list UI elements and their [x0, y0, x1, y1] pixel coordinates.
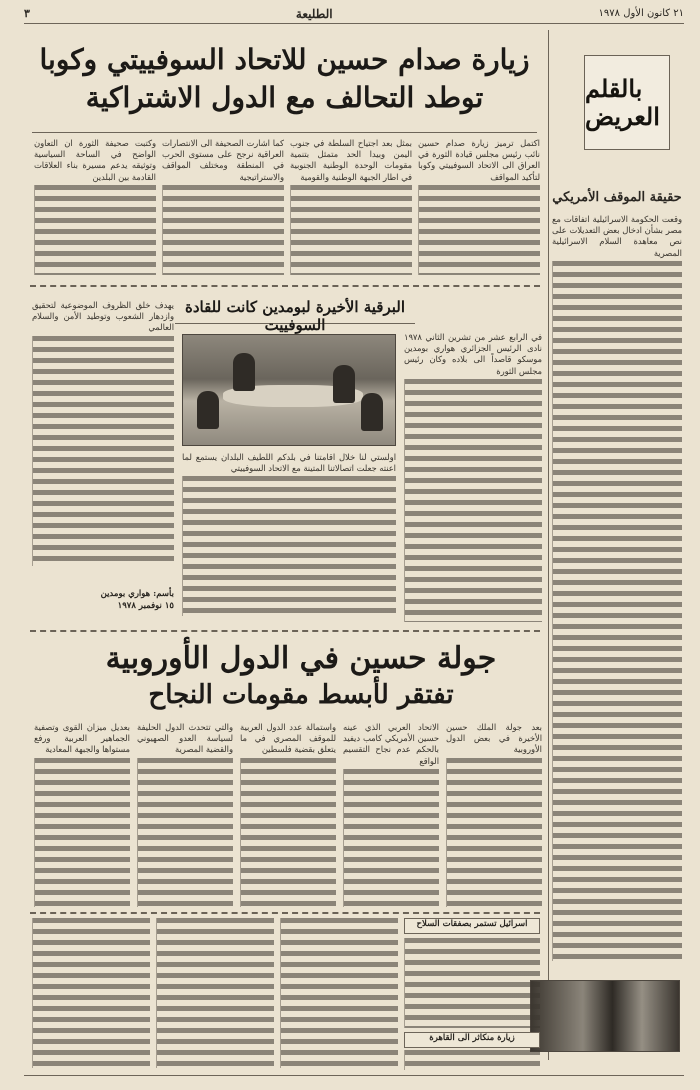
- main-story-column: وكتبت صحيفة الثورة ان التعاون الواضح في الساحة السياسية وتوثيقه يدعم مسيرة بناء العلاقات القادمة بين البلدين: [34, 138, 156, 280]
- opinion-column-logo: [584, 55, 670, 150]
- third-headline: [36, 640, 566, 714]
- text-lines: [137, 758, 233, 907]
- bottom-box-title: اسرائيل تستمر بصفقات السلاح: [404, 918, 540, 934]
- text-lines: [280, 918, 398, 1068]
- text-lines: [404, 1050, 540, 1070]
- photo-figure: [197, 391, 219, 429]
- section-divider: [30, 285, 540, 287]
- opinion-title: حقيقة الموقف الأمريكي: [552, 190, 682, 205]
- column-label: بالقلم العريض: [585, 73, 660, 131]
- third-headline-line2: تفتقر لأبسط مقومات النجاح: [148, 680, 454, 710]
- third-headline-line1: جولة حسين في الدول الأوروبية: [105, 641, 497, 676]
- photo-leaders: [530, 980, 680, 1052]
- text-lines: [32, 918, 150, 1068]
- text-lines: [418, 185, 540, 275]
- third-story-column: الاتحاد العربي الذي عينه حسين الأمريكي كامب ديفيد بالحكم عدم نجاح التقسيم الواقع: [343, 722, 439, 907]
- headline-rule: [32, 132, 537, 133]
- main-headline: [32, 42, 537, 126]
- page-bottom-rule: [24, 1075, 684, 1076]
- main-story-column: بمثل بعد اجتياح السلطة في جنوب اليمن وبيدا الحد متمثل بتنمية مقومات الوحدة الوطنية الجنوبية في اطار الجبهة الوطنية والقومية: [290, 138, 412, 280]
- page-number: ٣: [24, 7, 30, 20]
- photo-figure: [333, 365, 355, 403]
- second-story-column: في الرابع عشر من تشرين الثاني ١٩٧٨ نادى الرئيس الجزائري هواري بومدين موسكو قاصداً الى بلاده وكان رئيس مجلس الثورة: [404, 332, 542, 622]
- paper-name: الطليعة: [295, 6, 333, 21]
- text-lines: [156, 918, 274, 1068]
- photo-meeting: [182, 334, 396, 446]
- text-lines: [34, 758, 130, 907]
- text-lines: [290, 185, 412, 275]
- main-story-column: اكتمل ترميز زيارة صدام حسين نائب رئيس مجلس قيادة الثورة في العراق الى الاتحاد السوفييتي وكوبا لتأكيد المواقف: [418, 138, 540, 280]
- text-lines: [162, 185, 284, 275]
- opinion-body: وقعت الحكومة الاسرائيلية اتفاقات مع مصر بشأن ادخال بعض التعديلات على نص معاهدة السلام الاسرائيلية المصرية: [552, 214, 682, 974]
- third-story-column: والتي تتحدث الدول الحليفة لسياسة العدو الصهيوني والقضية المصرية: [137, 722, 233, 907]
- text-lines: [343, 769, 439, 907]
- second-headline: البرقية الأخيرة لبومدين كانت للقادة السوفييت: [175, 298, 415, 324]
- second-story-column: يهدف خلق الظروف الموضوعية لتحقيق وازدهار الشعوب وتوطيد الأمن والسلام العالمي: [32, 300, 174, 570]
- text-lines: [182, 476, 396, 616]
- text-lines: [404, 938, 540, 1028]
- third-story-columns: [32, 722, 542, 907]
- signature-block: [32, 588, 174, 618]
- text-lines: [552, 261, 682, 961]
- text-lines: [34, 185, 156, 275]
- main-headline-line1: زيارة صدام حسين للاتحاد السوفييتي وكوبا: [39, 43, 530, 76]
- third-story-column: بعد جولة الملك حسين الأخيرة في بعض الدول الأوروبية: [446, 722, 542, 907]
- bottom-box-title: زيارة منكاثر الى القاهرة: [404, 1032, 540, 1048]
- second-story-column: اولستي لنا خلال اقامتنا في بلدكم اللطيف البلدان يستمع لما اعنته جعلت اتصالاتنا المتينة مع الاتحاد السوفييتي: [182, 452, 396, 622]
- column-divider: [548, 30, 549, 1060]
- text-lines: [446, 758, 542, 907]
- main-story-column: كما اشارت الصحيفة الى الانتصارات العراقية نرجح على مستوى الحرب في المنطقة ومختلف المواقف والاستراتيجية: [162, 138, 284, 280]
- third-story-column: بعديل ميزان القوى وتصفية الجماهير العربية ورفع مستواها والجبهة المعادية: [34, 722, 130, 907]
- text-lines: [404, 379, 542, 622]
- main-story-columns: [32, 138, 540, 280]
- signature-date: ١٥ نوفمبر ١٩٧٨: [117, 601, 174, 611]
- photo-figure: [233, 353, 255, 391]
- issue-date: ٢١ كانون الأول ١٩٧٨: [598, 8, 684, 19]
- section-divider: [30, 630, 540, 632]
- photo-figure: [361, 393, 383, 431]
- section-divider: [30, 912, 540, 914]
- page-header-bar: [24, 4, 684, 24]
- signature-name: بأسم: هواري بومدين: [100, 589, 174, 599]
- third-story-column: واستمالة عدد الدول العربية للموقف المصري في ما يتعلق بقضية فلسطين: [240, 722, 336, 907]
- main-headline-line2: توطد التحالف مع الدول الاشتراكية: [85, 81, 484, 114]
- text-lines: [240, 758, 336, 907]
- text-lines: [32, 336, 174, 566]
